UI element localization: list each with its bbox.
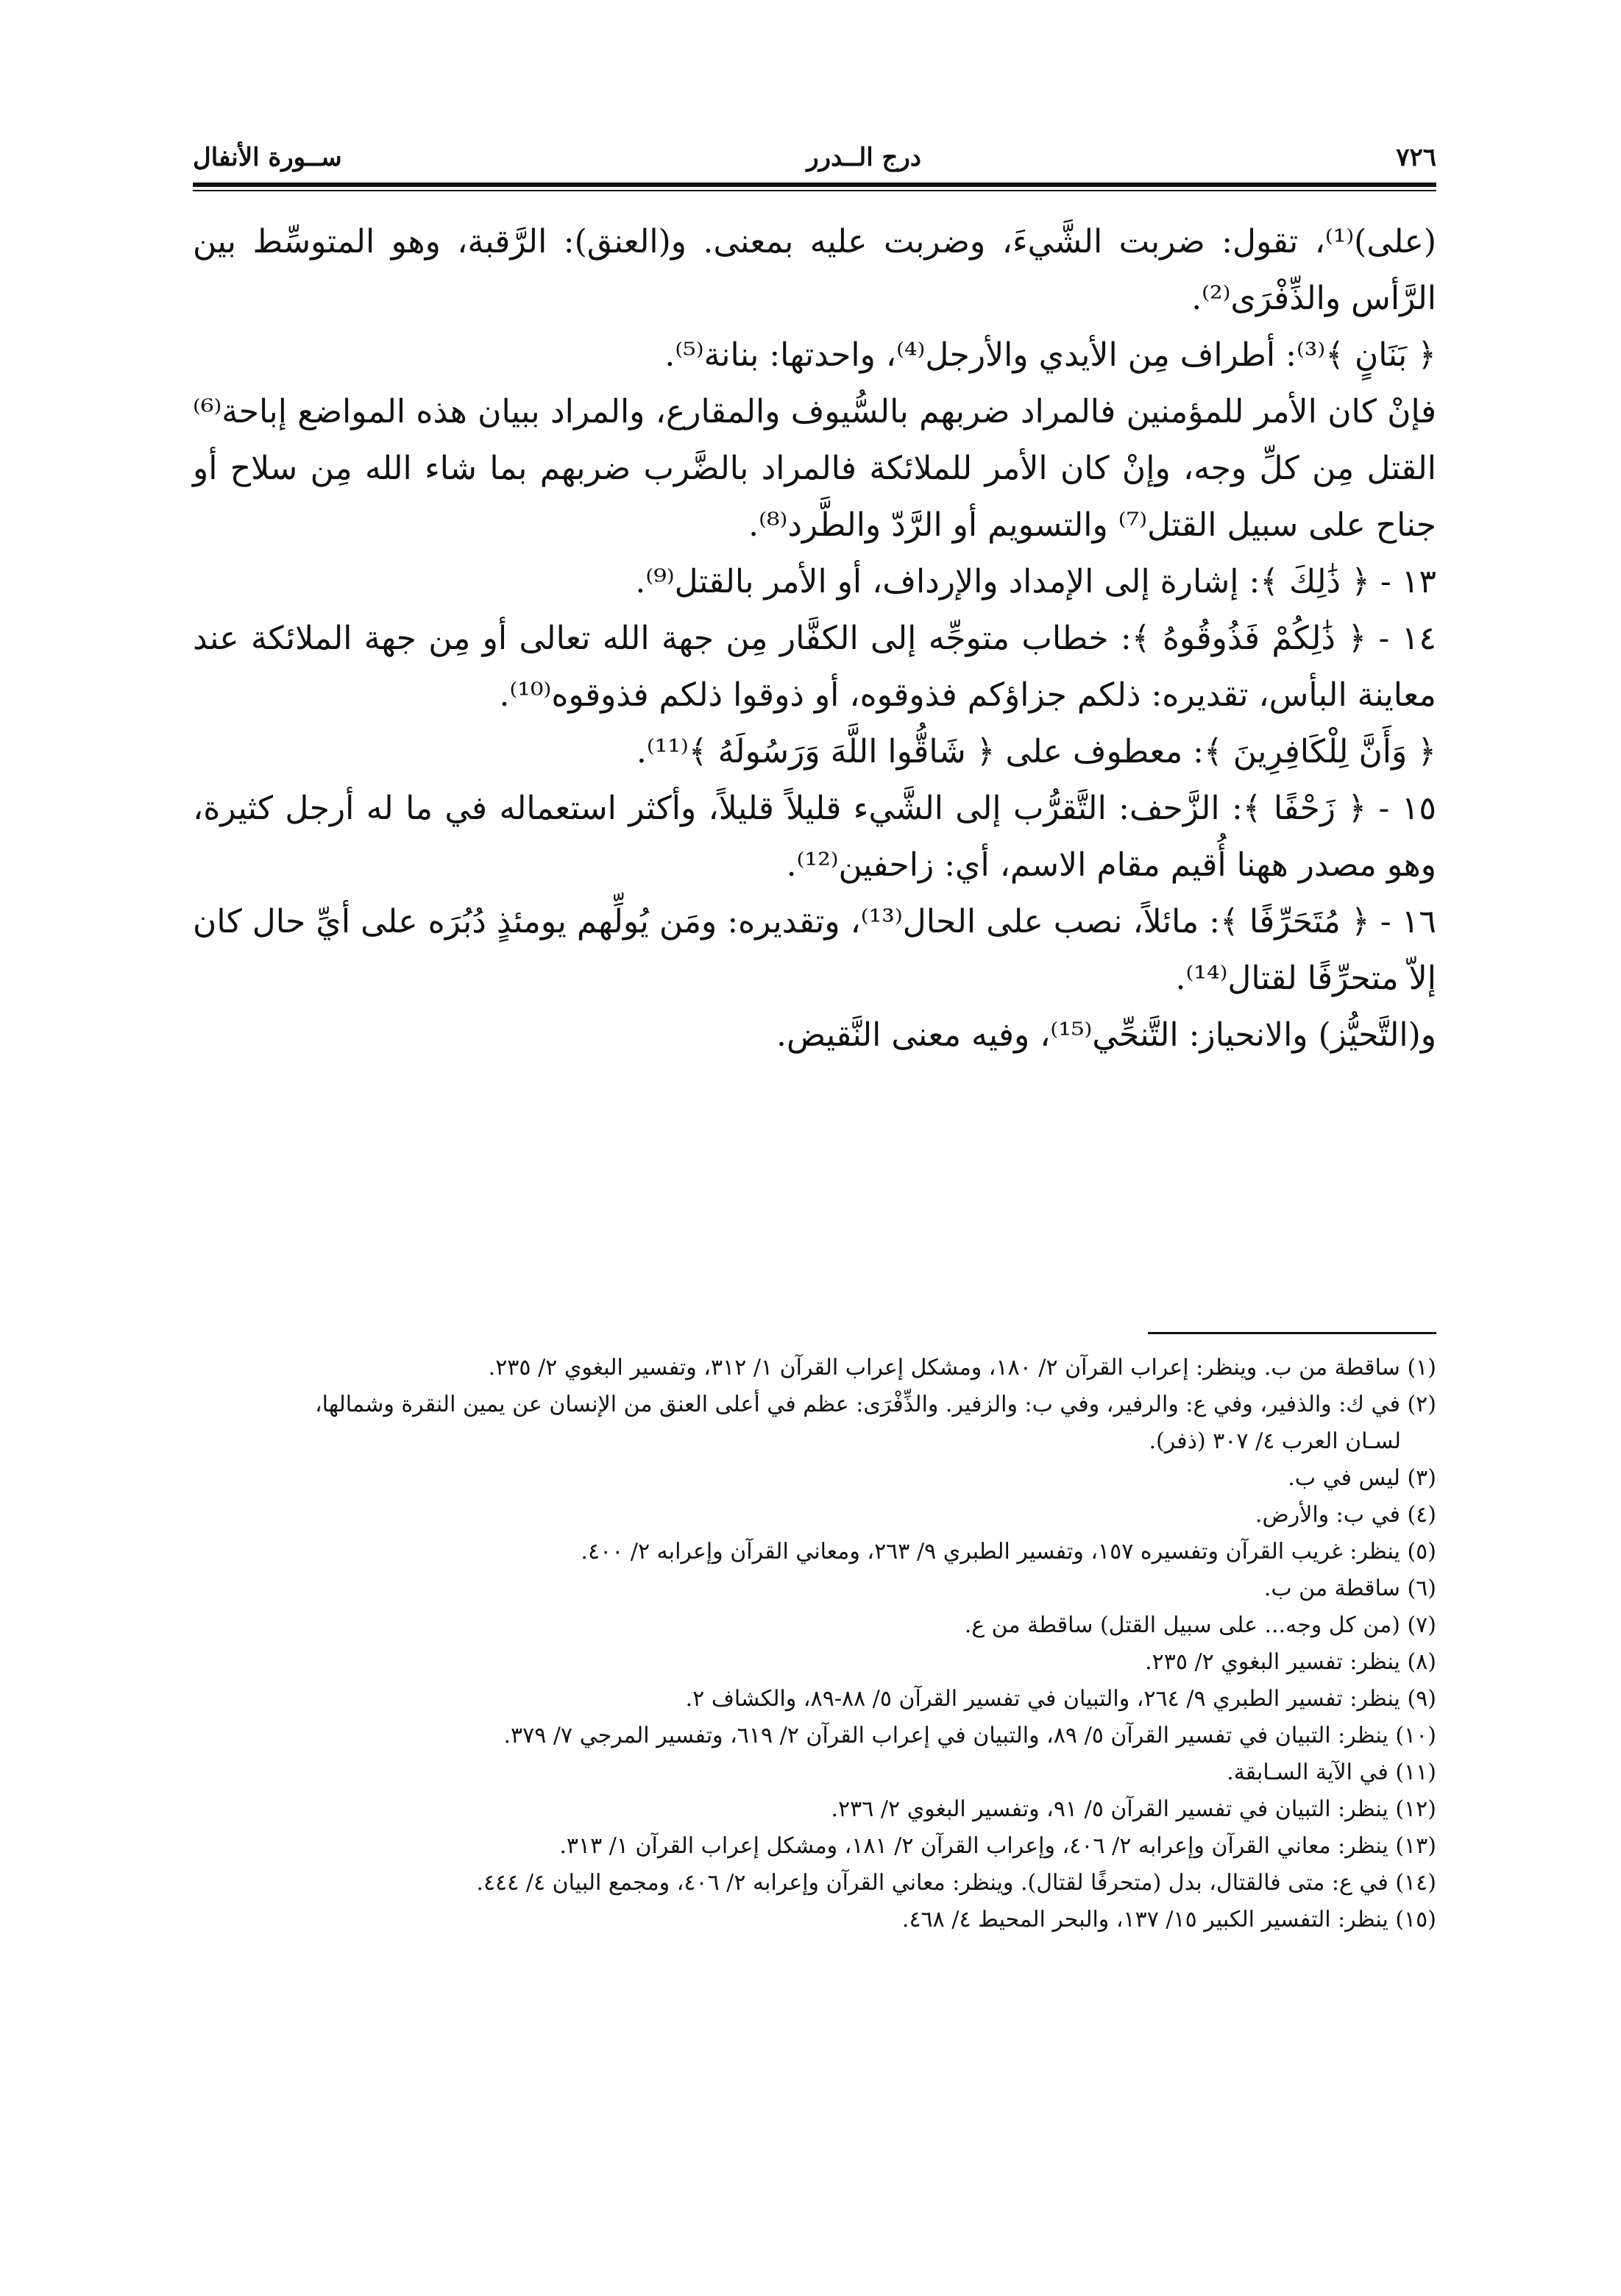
paragraph: ١٦ - ﴿ مُتَحَرِّفًا ﴾: مائلاً، نصب على الحال⁽¹³⁾، وتقديره: ومَن يُولِّهم يومئذٍ دُبُرَه على أيِّ حال كان إلاّ متحرِّفًا لقتال⁽¹⁴⁾. <box>193 903 1436 997</box>
footnote: (١١) في الآية السـابقة. <box>1227 1760 1436 1785</box>
running-header <box>193 140 1436 181</box>
book-title: درج الــدرر <box>806 143 921 172</box>
footnote: (٢) في ك: والذفير، وفي ع: والرفير، وفي ب: والزفير. والذِّفْرَى: عظم في أعلى العنق من الإنسان عن يمين النقرة وشمالها، <box>315 1392 1436 1417</box>
footnote: (١٢) ينظر: التبيان في تفسير القرآن ٥/ ٩١، وتفسير البغوي ٢/ ٢٣٦. <box>831 1796 1436 1822</box>
paragraph: ١٤ - ﴿ ذَٰلِكُمْ فَذُوقُوهُ ﴾: خطاب متوجِّه إلى الكفَّار مِن جهة الله تعالى أو مِن جهة الملائكة عند معاينة البأس، تقديره: ذلكم جزاؤكم فذوقوه، أو ذوقوا ذلكم فذوقوه⁽¹⁰⁾. <box>193 620 1436 714</box>
footnote: (٥) ينظر: غريب القرآن وتفسيره ١٥٧، وتفسير الطبري ٩/ ٢٦٣، ومعاني القرآن وإعرابه ٢/ ٤٠٠. <box>581 1539 1436 1565</box>
footnote-separator <box>1148 1332 1436 1334</box>
footnote: (٧) (من كل وجه... على سبيل القتل) ساقطة من ع. <box>964 1612 1436 1638</box>
footnote: (٨) ينظر: تفسير البغوي ٢/ ٢٣٥. <box>1145 1649 1436 1675</box>
surah-title: ســورة الأنفال <box>193 143 342 172</box>
footnote: (١) ساقطة من ب. وينظر: إعراب القرآن ٢/ ١٨٠، ومشكل إعراب القرآن ١/ ٣١٢، وتفسير البغوي ٢/ ٢٣٥. <box>488 1355 1436 1381</box>
paragraph: فإنْ كان الأمر للمؤمنين فالمراد ضربهم بالسُّيوف والمقارع، والمراد ببيان هذه المواضع إباحة⁽⁶⁾ القتل مِن كلِّ وجه، وإنْ كان الأمر للملائكة فالمراد بالضَّرب ضربهم بما شاء الله مِن سلاح أو جناح على سبيل القتل⁽⁷⁾ والتسويم أو الرَّدّ والطَّرد⁽⁸⁾. <box>193 393 1436 544</box>
paragraph: ١٥ - ﴿ زَحْفًا ﴾: الزَّحف: التَّقرُّب إلى الشَّيء قليلاً قليلاً، وأكثر استعماله في ما له أرجل كثيرة، وهو مصدر ههنا أُقيم مقام الاسم، أي: زاحفين⁽¹²⁾. <box>193 790 1436 884</box>
footnotes <box>193 1351 1436 1940</box>
footnote: (١٤) في ع: متى فالقتال، بدل (متحرفًا لقتال). وينظر: معاني القرآن وإعرابه ٢/ ٤٠٦، ومجمع البيان ٤/ ٤٤٤. <box>476 1870 1436 1896</box>
footnote: (١٥) ينظر: التفسير الكبير ١٥/ ١٣٧، والبحر المحيط ٤/ ٤٦٨. <box>901 1907 1436 1932</box>
paragraph: (على)⁽¹⁾، تقول: ضربت الشَّيءَ، وضربت عليه بمعنى. و(العنق): الرَّقبة، وهو المتوسِّط بين الرَّأس والذِّفْرَى⁽²⁾. <box>193 223 1436 317</box>
footnote: (٣) ليس في ب. <box>1288 1465 1436 1491</box>
footnote-continuation: لسـان العرب ٤/ ٣٠٧ (ذفر). <box>1149 1428 1401 1454</box>
header-rule-thin <box>193 190 1436 191</box>
paragraph: ﴿ بَنَانٍ ﴾⁽³⁾: أطراف مِن الأيدي والأرجل⁽⁴⁾، واحدتها: بنانة⁽⁵⁾. <box>664 336 1436 374</box>
footnote: (٦) ساقطة من ب. <box>1263 1576 1436 1601</box>
paragraph: ١٣ - ﴿ ذَٰلِكَ ﴾: إشارة إلى الإمداد والإرداف، أو الأمر بالقتل⁽⁹⁾. <box>635 563 1436 600</box>
main-text <box>193 213 1436 1063</box>
page-number: ٧٢٦ <box>1396 143 1436 172</box>
footnote: (١٠) ينظر: التبيان في تفسير القرآن ٥/ ٨٩، والتبيان في إعراب القرآن ٢/ ٦١٩، وتفسير المرجي ٧/ ٣٧٩. <box>503 1723 1436 1748</box>
paragraph: ﴿ وَأَنَّ لِلْكَافِرِينَ ﴾: معطوف على ﴿ شَاقُّوا اللَّهَ وَرَسُولَهُ ﴾⁽¹¹⁾. <box>636 733 1436 770</box>
paragraph: و(التَّحيُّز) والانحياز: التَّنحِّي⁽¹⁵⁾، وفيه معنى النَّقيض. <box>776 1016 1436 1054</box>
footnote: (٩) ينظر: تفسير الطبري ٩/ ٢٦٤، والتبيان في تفسير القرآن ٥/ ٨٨-٨٩، والكشاف ٢. <box>685 1686 1436 1712</box>
header-rule-thick <box>193 183 1436 187</box>
footnote: (٤) في ب: والأرض. <box>1255 1502 1436 1528</box>
footnote: (١٣) ينظر: معاني القرآن وإعرابه ٢/ ٤٠٦، وإعراب القرآن ٢/ ١٨١، ومشكل إعراب القرآن ١/ ٣١٣. <box>559 1833 1436 1859</box>
